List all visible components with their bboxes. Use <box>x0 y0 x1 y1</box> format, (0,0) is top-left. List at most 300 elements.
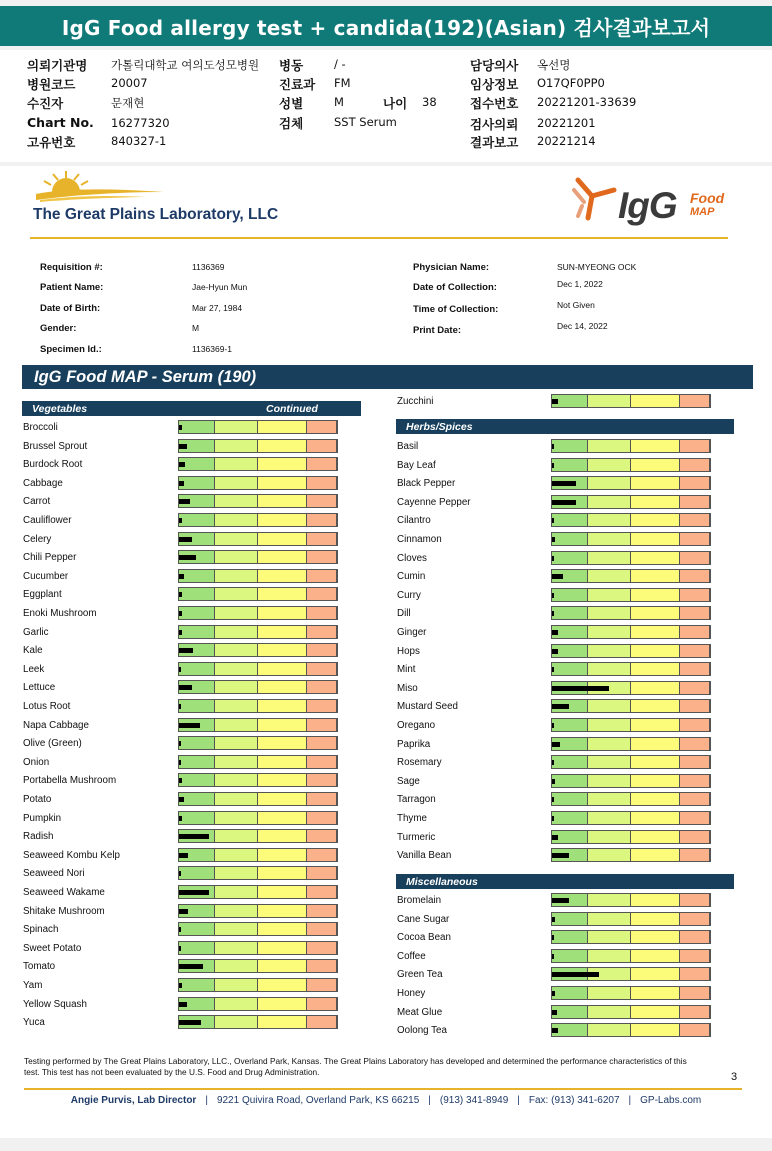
scale-zone <box>680 395 710 407</box>
header-field-label: 성별 <box>279 96 304 111</box>
scale-zone <box>179 756 215 768</box>
scale-zone <box>258 886 307 898</box>
reactivity-scale <box>551 699 711 713</box>
scale-zone <box>215 793 258 805</box>
food-name: Yuca <box>23 1017 45 1029</box>
reactivity-scale <box>551 551 711 565</box>
korean-header <box>0 50 772 162</box>
reactivity-bar <box>552 556 554 561</box>
scale-zone <box>552 931 588 943</box>
scale-zone <box>258 830 307 842</box>
scale-zone <box>631 775 680 787</box>
scale-zone <box>179 421 215 433</box>
scale-zone <box>258 942 307 954</box>
scale-zone <box>680 894 710 906</box>
scale-zone <box>588 738 631 750</box>
misc-header-label: Miscellaneous <box>406 875 478 888</box>
reactivity-scale <box>178 699 338 713</box>
reactivity-bar <box>179 741 181 746</box>
scale-zone <box>680 756 710 768</box>
scale-zone <box>307 774 337 786</box>
scale-zone <box>179 570 215 582</box>
scale-zone <box>307 588 337 600</box>
scale-zone <box>307 663 337 675</box>
reactivity-scale <box>551 830 711 844</box>
reactivity-scale <box>178 718 338 732</box>
header-field-label: 검체 <box>279 116 304 131</box>
scale-zone <box>588 663 631 675</box>
scale-zone <box>588 395 631 407</box>
scale-zone <box>680 931 710 943</box>
food-row <box>23 662 338 678</box>
scale-zone <box>258 905 307 917</box>
lab-website[interactable]: GP-Labs.com <box>640 1095 702 1106</box>
food-name: Potato <box>23 794 52 805</box>
patient-info-value: Jae-Hyun Mun <box>192 282 248 292</box>
reactivity-bar <box>552 667 554 672</box>
scale-zone <box>680 719 710 731</box>
reactivity-bar <box>179 723 200 728</box>
scale-zone <box>215 774 258 786</box>
scale-zone <box>680 682 710 694</box>
scale-zone <box>179 514 215 526</box>
scale-zone <box>552 440 588 452</box>
antibody-logo-icon <box>572 176 622 222</box>
food-row <box>23 718 338 734</box>
food-row <box>397 569 711 585</box>
food-name: Cucumber <box>23 570 69 582</box>
food-name: Seaweed Wakame <box>23 887 105 898</box>
food-name: Onion <box>23 756 50 768</box>
reactivity-scale <box>178 532 338 546</box>
scale-zone <box>588 496 631 508</box>
scale-zone <box>307 867 337 879</box>
reactivity-bar <box>552 574 563 579</box>
scale-zone <box>552 812 588 824</box>
scale-zone <box>215 998 258 1010</box>
food-row <box>23 457 338 473</box>
reactivity-bar <box>552 779 555 784</box>
scale-zone <box>680 793 710 805</box>
scale-zone <box>588 459 631 471</box>
reactivity-bar <box>179 797 184 802</box>
reactivity-bar <box>552 481 576 486</box>
food-name: Leek <box>23 663 45 675</box>
header-field-label: 병동 <box>279 58 304 73</box>
header-field-value: O17QF0PP0 <box>537 76 605 90</box>
food-row <box>23 643 338 659</box>
scale-zone <box>631 459 680 471</box>
logo-food-text: Food <box>690 190 725 206</box>
scale-zone <box>680 968 710 980</box>
food-name: Dill <box>397 608 411 620</box>
reactivity-bar <box>179 909 188 914</box>
food-name: Pumpkin <box>23 812 62 824</box>
scale-zone <box>215 421 258 433</box>
scale-zone <box>258 681 307 693</box>
food-row <box>23 904 338 920</box>
scale-zone <box>588 477 631 489</box>
scale-zone <box>215 719 258 731</box>
food-name: Brussel Sprout <box>23 440 88 452</box>
reactivity-bar <box>552 611 554 616</box>
reactivity-bar <box>552 704 569 709</box>
food-row <box>397 625 711 641</box>
scale-zone <box>215 849 258 861</box>
food-name: Mint <box>397 664 416 676</box>
food-name: Black Pepper <box>397 478 456 490</box>
food-name: Enoki Mushroom <box>23 608 97 619</box>
scale-zone <box>307 477 337 489</box>
reactivity-bar <box>179 518 182 523</box>
reactivity-bar <box>179 555 196 560</box>
scale-zone <box>631 682 680 694</box>
reactivity-scale <box>178 439 338 453</box>
reactivity-scale <box>551 967 711 981</box>
reactivity-scale <box>551 606 711 620</box>
scale-zone <box>631 968 680 980</box>
food-row <box>397 848 711 864</box>
scale-zone <box>631 477 680 489</box>
reactivity-bar <box>179 462 185 467</box>
scale-zone <box>307 979 337 991</box>
food-row <box>397 644 711 660</box>
header-field-label: 담당의사 <box>470 58 519 73</box>
reactivity-scale <box>178 978 338 992</box>
scale-zone <box>631 894 680 906</box>
scale-zone <box>258 774 307 786</box>
patient-info-label: Time of Collection: <box>413 304 499 315</box>
food-name: Napa Cabbage <box>23 719 89 731</box>
reactivity-bar <box>552 917 555 922</box>
food-row <box>23 439 338 455</box>
reactivity-scale <box>551 718 711 732</box>
reactivity-scale <box>178 662 338 676</box>
reactivity-scale <box>178 587 338 601</box>
lab-director: Angie Purvis, Lab Director <box>70 1095 197 1106</box>
reactivity-bar <box>179 444 187 449</box>
scale-zone <box>307 830 337 842</box>
reactivity-bar <box>179 667 181 672</box>
food-name: Cumin <box>397 571 426 583</box>
scale-zone <box>631 913 680 925</box>
reactivity-bar <box>552 972 599 977</box>
scale-zone <box>215 551 258 563</box>
header-field-label: 고유번호 <box>27 135 76 150</box>
scale-zone <box>215 700 258 712</box>
vegetables-header <box>22 401 361 416</box>
scale-zone <box>631 626 680 638</box>
food-name: Cilantro <box>397 515 431 527</box>
scale-zone <box>215 923 258 935</box>
scale-zone <box>258 737 307 749</box>
food-name: Honey <box>397 988 426 999</box>
reactivity-scale <box>178 1015 338 1029</box>
scale-zone <box>588 849 631 861</box>
lab-phone: (913) 341-8949 <box>439 1095 509 1106</box>
reactivity-bar <box>179 481 184 486</box>
scale-zone <box>258 719 307 731</box>
food-row <box>397 967 711 983</box>
reactivity-scale <box>178 606 338 620</box>
reactivity-scale <box>551 811 711 825</box>
reactivity-bar <box>179 685 192 690</box>
reactivity-scale <box>551 662 711 676</box>
scale-zone <box>631 831 680 843</box>
scale-zone <box>307 700 337 712</box>
food-name: Seaweed Nori <box>23 868 85 880</box>
food-row <box>397 394 711 410</box>
scale-zone <box>552 533 588 545</box>
footer-divider <box>24 1088 742 1090</box>
scale-zone <box>631 756 680 768</box>
scale-zone <box>631 1006 680 1018</box>
scale-zone <box>552 663 588 675</box>
reactivity-scale <box>178 848 338 862</box>
header-field-label: 의뢰기관명 <box>27 58 88 73</box>
reactivity-bar <box>179 946 181 951</box>
scale-zone <box>179 979 215 991</box>
food-name: Broccoli <box>23 422 58 433</box>
food-name: Sweet Potato <box>23 942 82 954</box>
header-field-value: 20221201-33639 <box>537 95 637 109</box>
scale-zone <box>631 663 680 675</box>
patient-info-value: M <box>192 323 200 333</box>
scale-zone <box>631 570 680 582</box>
reactivity-scale <box>178 736 338 750</box>
reactivity-bar <box>179 1002 187 1007</box>
scale-zone <box>179 663 215 675</box>
footer-sep: | <box>628 1095 632 1106</box>
reactivity-scale <box>551 532 711 546</box>
food-row <box>397 606 711 622</box>
scale-zone <box>588 775 631 787</box>
reactivity-scale <box>551 1005 711 1019</box>
food-name: Thyme <box>397 813 427 824</box>
reactivity-scale <box>178 941 338 955</box>
reactivity-bar <box>552 835 558 840</box>
scale-zone <box>258 979 307 991</box>
food-row <box>397 458 711 474</box>
food-row <box>23 792 338 808</box>
food-row <box>23 866 338 882</box>
report-page <box>0 166 772 1138</box>
scale-zone <box>307 998 337 1010</box>
scale-zone <box>179 867 215 879</box>
scale-zone <box>258 440 307 452</box>
scale-zone <box>307 849 337 861</box>
scale-zone <box>552 756 588 768</box>
scale-zone <box>588 950 631 962</box>
food-name: Rosemary <box>397 757 442 769</box>
scale-zone <box>588 700 631 712</box>
footer-sep: | <box>428 1095 431 1106</box>
food-row <box>23 606 338 622</box>
reactivity-bar <box>552 991 555 996</box>
reactivity-bar <box>552 853 569 858</box>
reactivity-bar <box>552 935 554 940</box>
food-name: Radish <box>23 831 54 843</box>
reactivity-scale <box>178 513 338 527</box>
scale-zone <box>680 496 710 508</box>
header-divider <box>30 237 728 239</box>
scale-zone <box>588 570 631 582</box>
food-row <box>23 680 338 696</box>
food-row <box>397 476 711 492</box>
scale-zone <box>588 894 631 906</box>
reactivity-scale <box>551 513 711 527</box>
scale-zone <box>307 440 337 452</box>
scale-zone <box>179 700 215 712</box>
reactivity-bar <box>552 518 554 523</box>
scale-zone <box>680 913 710 925</box>
food-name: Carrot <box>23 496 51 508</box>
scale-zone <box>680 514 710 526</box>
header-field-label: 병원코드 <box>27 77 76 92</box>
scale-zone <box>258 570 307 582</box>
reactivity-bar <box>179 499 190 504</box>
food-row <box>23 941 338 957</box>
reactivity-bar <box>179 890 209 895</box>
sun-logo-icon <box>36 170 166 202</box>
reactivity-scale <box>178 811 338 825</box>
food-row <box>23 755 338 771</box>
scale-zone <box>552 775 588 787</box>
reactivity-scale <box>551 644 711 658</box>
reactivity-scale <box>178 625 338 639</box>
scale-zone <box>307 793 337 805</box>
scale-zone <box>258 1016 307 1028</box>
scale-zone <box>258 551 307 563</box>
scale-zone <box>680 663 710 675</box>
misc-header <box>396 874 734 889</box>
reactivity-scale <box>178 792 338 806</box>
reactivity-scale <box>178 904 338 918</box>
food-name: Yam <box>23 980 43 991</box>
scale-zone <box>215 756 258 768</box>
header-field-value: 문재현 <box>111 96 145 110</box>
footer-contact <box>0 1095 772 1106</box>
scale-zone <box>215 867 258 879</box>
food-row <box>23 848 338 864</box>
scale-zone <box>680 950 710 962</box>
patient-info-value: 1136369-1 <box>192 344 233 354</box>
header-field-label: 검사의뢰 <box>470 117 519 132</box>
scale-zone <box>258 998 307 1010</box>
patient-info-value: Mar 27, 1984 <box>192 303 243 313</box>
reactivity-scale <box>178 569 338 583</box>
reactivity-bar <box>179 630 182 635</box>
disclaimer: Testing performed by The Great Plains Laboratory, LLC., Overland Park, Kansas. The Great Plains Laboratory has developed and determined the performance characteristics of this test. This test has not been evaluated by the U.S. Food and Drug Administration. <box>24 1056 687 1077</box>
food-row <box>397 986 711 1002</box>
food-name: Olive (Green) <box>23 738 82 750</box>
scale-zone <box>215 607 258 619</box>
report-title: IgG Food allergy test + candida(192)(Asian) 검사결과보고서 <box>0 6 772 46</box>
patient-info-label: Date of Birth: <box>40 303 101 314</box>
scale-zone <box>631 849 680 861</box>
scale-zone <box>215 477 258 489</box>
header-field-value: SST Serum <box>334 115 397 129</box>
header-field-label: 임상정보 <box>470 77 519 92</box>
reactivity-scale <box>178 494 338 508</box>
scale-zone <box>258 607 307 619</box>
scale-zone <box>258 514 307 526</box>
reactivity-bar <box>179 425 182 430</box>
reactivity-scale <box>551 495 711 509</box>
scale-zone <box>588 607 631 619</box>
food-name: Cane Sugar <box>397 913 450 925</box>
reactivity-scale <box>551 439 711 453</box>
food-name: Green Tea <box>397 969 443 981</box>
scale-zone <box>179 923 215 935</box>
food-name: Turmeric <box>397 831 436 843</box>
scale-zone <box>258 812 307 824</box>
scale-zone <box>588 987 631 999</box>
food-name: Cauliflower <box>23 515 72 526</box>
scale-zone <box>215 942 258 954</box>
food-row <box>397 912 711 928</box>
scale-zone <box>215 440 258 452</box>
food-name: Seaweed Kombu Kelp <box>23 849 120 861</box>
scale-zone <box>307 923 337 935</box>
scale-zone <box>258 421 307 433</box>
scale-zone <box>552 607 588 619</box>
reactivity-bar <box>179 853 188 858</box>
food-name: Chili Pepper <box>23 552 77 564</box>
reactivity-bar <box>179 760 181 765</box>
food-name: Tarragon <box>397 794 436 806</box>
scale-zone <box>258 793 307 805</box>
food-name: Zucchini <box>397 396 434 407</box>
scale-zone <box>258 477 307 489</box>
scale-zone <box>258 533 307 545</box>
reactivity-bar <box>179 983 182 988</box>
reactivity-scale <box>178 643 338 657</box>
food-name: Eggplant <box>23 589 62 601</box>
patient-info-label: Patient Name: <box>40 282 104 293</box>
scale-zone <box>258 644 307 656</box>
scale-zone <box>680 533 710 545</box>
scale-zone <box>588 533 631 545</box>
patient-info-label: Specimen Id.: <box>40 344 102 355</box>
scale-zone <box>680 552 710 564</box>
reactivity-bar <box>552 463 554 468</box>
reactivity-bar <box>552 898 569 903</box>
reactivity-bar <box>552 816 554 821</box>
food-name: Kale <box>23 645 43 657</box>
reactivity-bar <box>552 537 555 542</box>
reactivity-scale <box>178 457 338 471</box>
food-name: Oregano <box>397 720 436 731</box>
food-row <box>397 662 711 678</box>
reactivity-scale <box>178 476 338 490</box>
scale-zone <box>307 607 337 619</box>
patient-info-value: SUN-MYEONG OCK <box>557 262 637 272</box>
age-label: 나이 <box>383 96 408 111</box>
scale-zone <box>680 987 710 999</box>
scale-zone <box>680 440 710 452</box>
reactivity-scale <box>551 848 711 862</box>
scale-zone <box>631 793 680 805</box>
food-name: Coffee <box>397 950 426 962</box>
reactivity-bar <box>179 537 192 542</box>
scale-zone <box>631 700 680 712</box>
scale-zone <box>680 626 710 638</box>
reactivity-bar <box>179 574 184 579</box>
food-row <box>23 997 338 1013</box>
scale-zone <box>258 849 307 861</box>
scale-zone <box>631 514 680 526</box>
